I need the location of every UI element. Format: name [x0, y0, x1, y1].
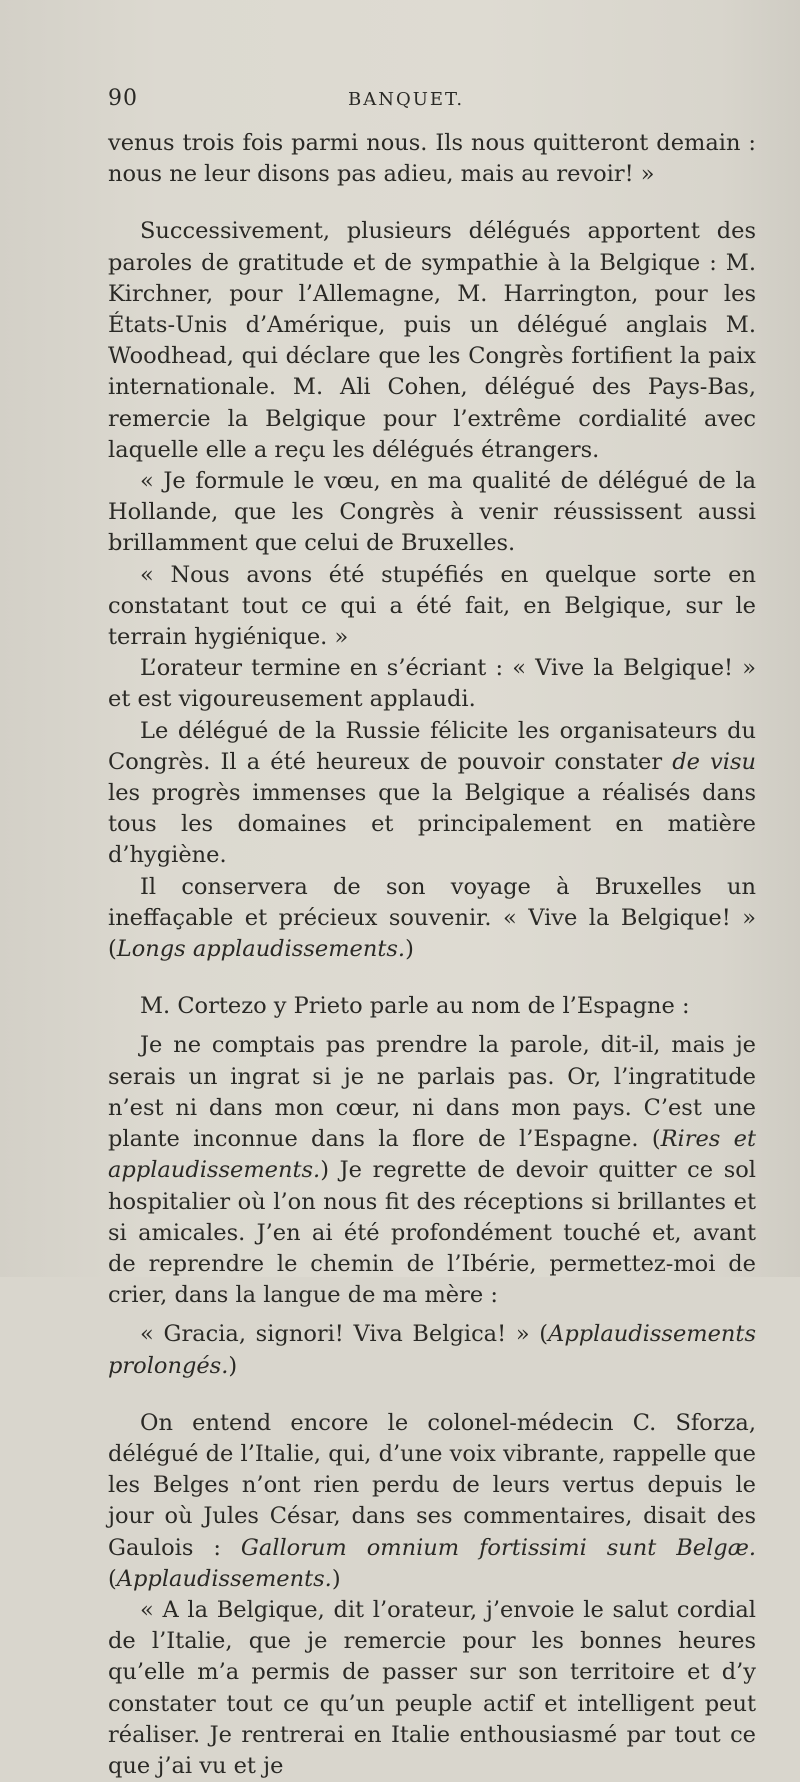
- paragraph: « A la Belgique, dit l’orateur, j’envoie le salut cordial de l’Italie, que je remercie pour les bonnes heures qu’elle m’a permis de passer sur son territoire et d’y constater tout ce qu’un peuple actif et intelligent peut réaliser. Je rentrerai en Italie enthousiasmé par tout ce que j’ai vu et je: [108, 1596, 756, 1779]
- page-number: 90: [108, 86, 138, 111]
- paragraph: Il conservera de son voyage à Bruxelles un ineffaçable et précieux souvenir. « Vive la Belgique! » (Longs applaudissements.): [108, 873, 756, 963]
- body-text: [108, 128, 756, 1782]
- paragraph: « Nous avons été stupéfiés en quelque sorte en constatant tout ce qui a été fait, en Belgique, sur le terrain hygiénique. »: [108, 561, 756, 651]
- paragraph: L’orateur termine en s’écriant : « Vive la Belgique! » et est vigoureusement applaudi.: [108, 655, 756, 713]
- running-title: BANQUET.: [348, 89, 465, 110]
- paragraph: On entend encore le colonel-médecin C. Sforza, délégué de l’Italie, qui, d’une voix vibrante, rappelle que les Belges n’ont rien perdu de leurs vertus depuis le jour où Jules César, dans ses commentaires, disait des Gaulois : Gallorum omnium fortissimi sunt Belgæ. (Applaudissements.): [108, 1409, 756, 1592]
- paragraph: Je ne comptais pas prendre la parole, dit-il, mais je serais un ingrat si je ne parlais pas. Or, l’ingratitude n’est ni dans mon cœur, ni dans mon pays. C’est une plante inconnue dans la flore de l’Espagne. (Rires et applaudissements.) Je regrette de devoir quitter ce sol hospitalier où l’on nous fit des réceptions si brillantes et si amicales. J’en ai été profondément touché et, avant de reprendre le chemin de l’Ibérie, permettez-moi de crier, dans la langue de ma mère :: [108, 1032, 756, 1309]
- paragraph: M. Cortezo y Prieto parle au nom de l’Espagne :: [140, 993, 690, 1020]
- running-head: [108, 86, 740, 112]
- paragraph: « Gracia, signori! Viva Belgica! » (Applaudissements prolongés.): [108, 1321, 756, 1379]
- paragraph: venus trois fois parmi nous. Ils nous quitteront demain : nous ne leur disons pas adieu, mais au revoir! »: [108, 130, 756, 188]
- paragraph: « Je formule le vœu, en ma qualité de délégué de la Hollande, que les Congrès à venir réussissent aussi brillamment que celui de Bruxelles.: [108, 468, 756, 557]
- paragraph: Successivement, plusieurs délégués apportent des paroles de gratitude et de sympathie à la Belgique : M. Kirchner, pour l’Allemagne, M. Harrington, pour les États-Unis d’Amérique, puis un délégué anglais M. Woodhead, qui déclare que les Congrès fortifient la paix internationale. M. Ali Cohen, délégué des Pays-Bas, remercie la Belgique pour l’extrême cordialité avec laquelle elle a reçu les délégués étrangers.: [108, 218, 756, 463]
- paragraph: Le délégué de la Russie félicite les organisateurs du Congrès. Il a été heureux de pouvoir constater de visu les progrès immenses que la Belgique a réalisés dans tous les domaines et principalement en matière d’hygiène.: [108, 717, 756, 869]
